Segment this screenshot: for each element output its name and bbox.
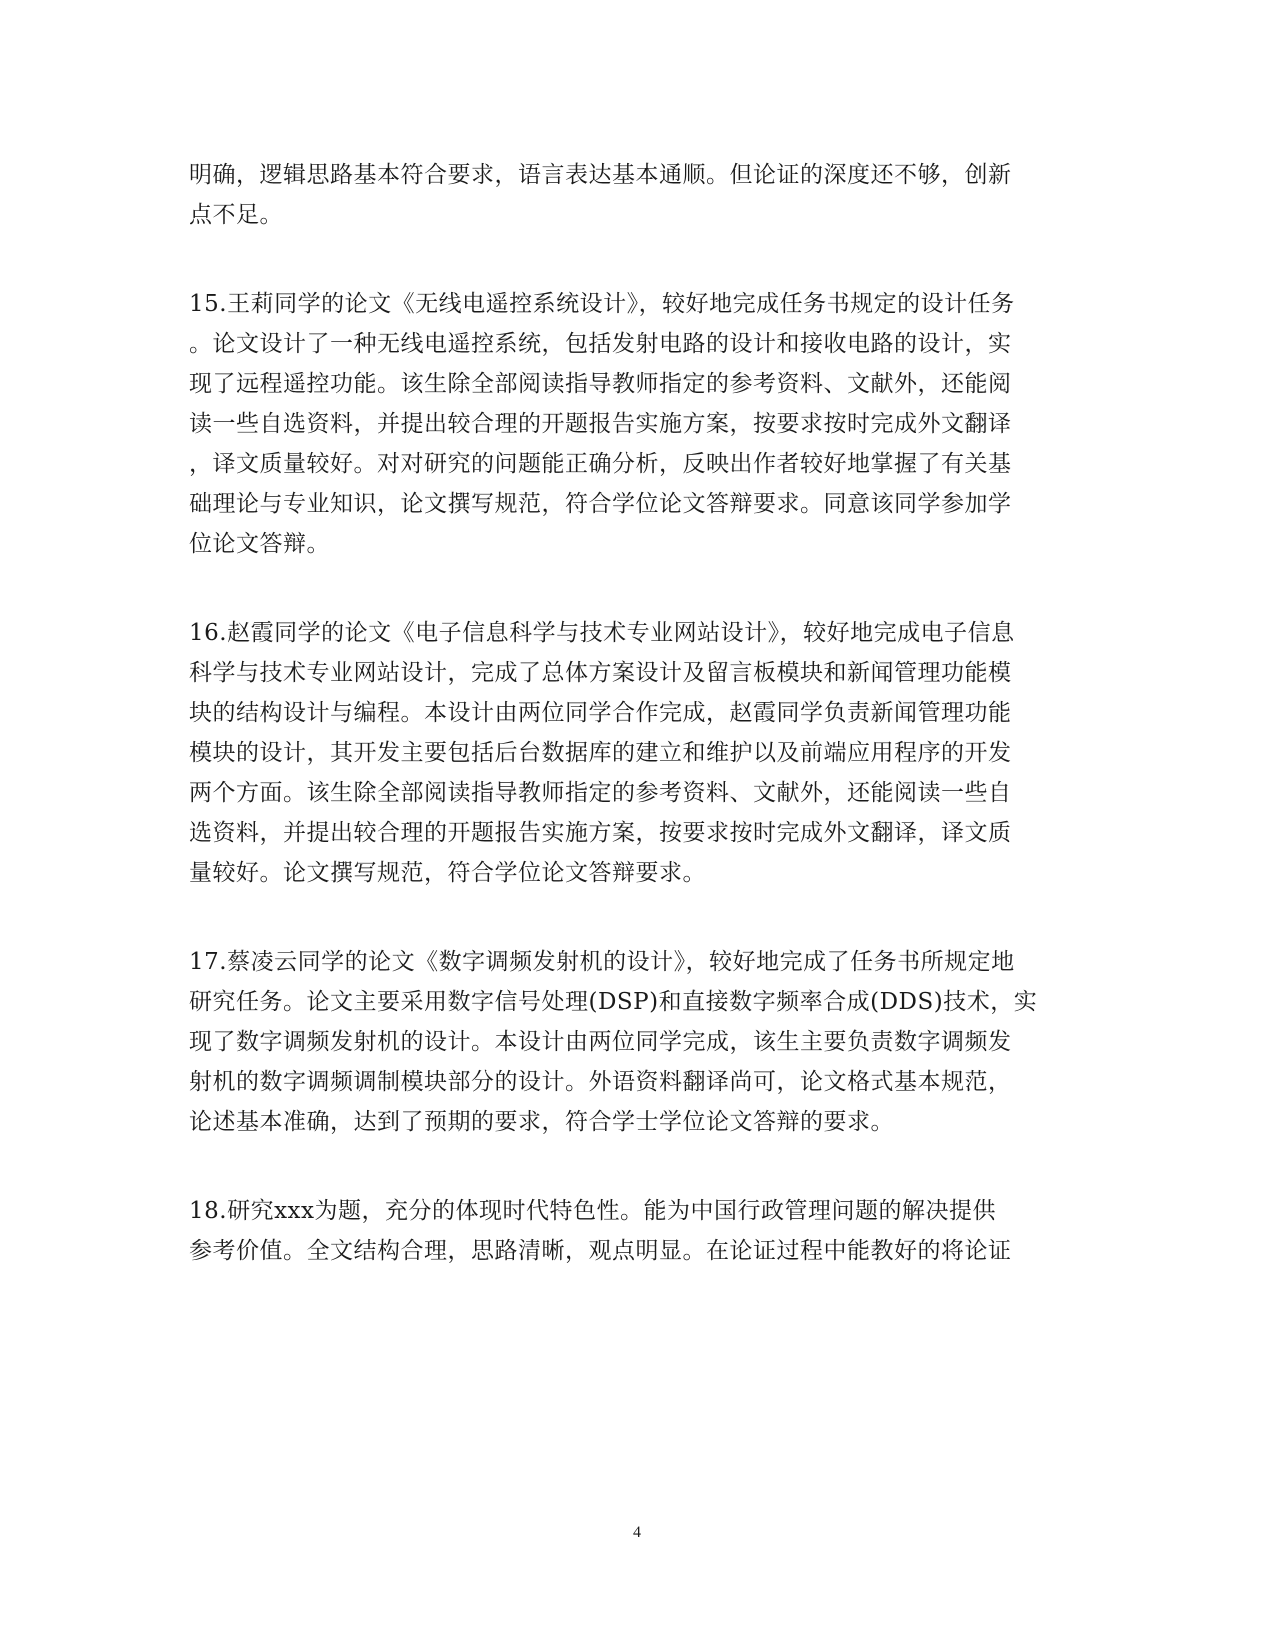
- paragraph-gap: [189, 564, 1069, 613]
- text-line: 块的结构设计与编程。本设计由两位同学合作完成，赵霞同学负责新闻管理功能: [189, 700, 1012, 726]
- text-line: 现了远程遥控功能。该生除全部阅读指导教师指定的参考资料、文献外，还能阅: [189, 371, 1012, 397]
- text-line: 两个方面。该生除全部阅读指导教师指定的参考资料、文献外，还能阅读一些自: [189, 780, 1012, 806]
- document-body: [189, 155, 1069, 1271]
- page-number: 4: [633, 1524, 641, 1541]
- paragraph-14-continuation: [189, 155, 1069, 235]
- text-line: 18.研究xxx为题，充分的体现时代特色性。能为中国行政管理问题的解决提供: [189, 1198, 996, 1224]
- text-line: 选资料，并提出较合理的开题报告实施方案，按要求按时完成外文翻译，译文质: [189, 820, 1012, 846]
- paragraph-18: [189, 1191, 1069, 1271]
- paragraph-17: [189, 942, 1069, 1142]
- paragraph-16: [189, 613, 1069, 893]
- text-line: 参考价值。全文结构合理，思路清晰，观点明显。在论证过程中能教好的将论证: [189, 1238, 1012, 1264]
- text-line: 16.赵霞同学的论文《电子信息科学与技术专业网站设计》，较好地完成电子信息: [189, 620, 1015, 646]
- paragraph-gap: [189, 235, 1069, 284]
- text-line: 科学与技术专业网站设计，完成了总体方案设计及留言板模块和新闻管理功能模: [189, 660, 1012, 686]
- text-line: ，译文质量较好。对对研究的问题能正确分析，反映出作者较好地掌握了有关基: [189, 451, 1012, 477]
- text-line: 量较好。论文撰写规范，符合学位论文答辩要求。: [189, 860, 706, 886]
- text-line: 。论文设计了一种无线电遥控系统，包括发射电路的设计和接收电路的设计，实: [189, 331, 1012, 357]
- paragraph-gap: [189, 1142, 1069, 1191]
- text-line: 15.王莉同学的论文《无线电遥控系统设计》，较好地完成任务书规定的设计任务: [189, 291, 1015, 317]
- text-line: 模块的设计，其开发主要包括后台数据库的建立和维护以及前端应用程序的开发: [189, 740, 1012, 766]
- text-line: 础理论与专业知识，论文撰写规范，符合学位论文答辩要求。同意该同学参加学: [189, 491, 1012, 517]
- paragraph-gap: [189, 893, 1069, 942]
- text-line: 读一些自选资料，并提出较合理的开题报告实施方案，按要求按时完成外文翻译: [189, 411, 1012, 437]
- text-line: 现了数字调频发射机的设计。本设计由两位同学完成，该生主要负责数字调频发: [189, 1029, 1012, 1055]
- text-line: 明确，逻辑思路基本符合要求，语言表达基本通顺。但论证的深度还不够，创新: [189, 162, 1012, 188]
- paragraph-15: [189, 284, 1069, 564]
- text-line: 研究任务。论文主要采用数字信号处理(DSP)和直接数字频率合成(DDS)技术，实: [189, 989, 1038, 1015]
- text-line: 射机的数字调频调制模块部分的设计。外语资料翻译尚可，论文格式基本规范，: [189, 1069, 1012, 1095]
- text-line: 位论文答辩。: [189, 531, 330, 557]
- text-line: 17.蔡凌云同学的论文《数字调频发射机的设计》，较好地完成了任务书所规定地: [189, 949, 1015, 975]
- text-line: 点不足。: [189, 202, 283, 228]
- text-line: 论述基本准确，达到了预期的要求，符合学士学位论文答辩的要求。: [189, 1109, 894, 1135]
